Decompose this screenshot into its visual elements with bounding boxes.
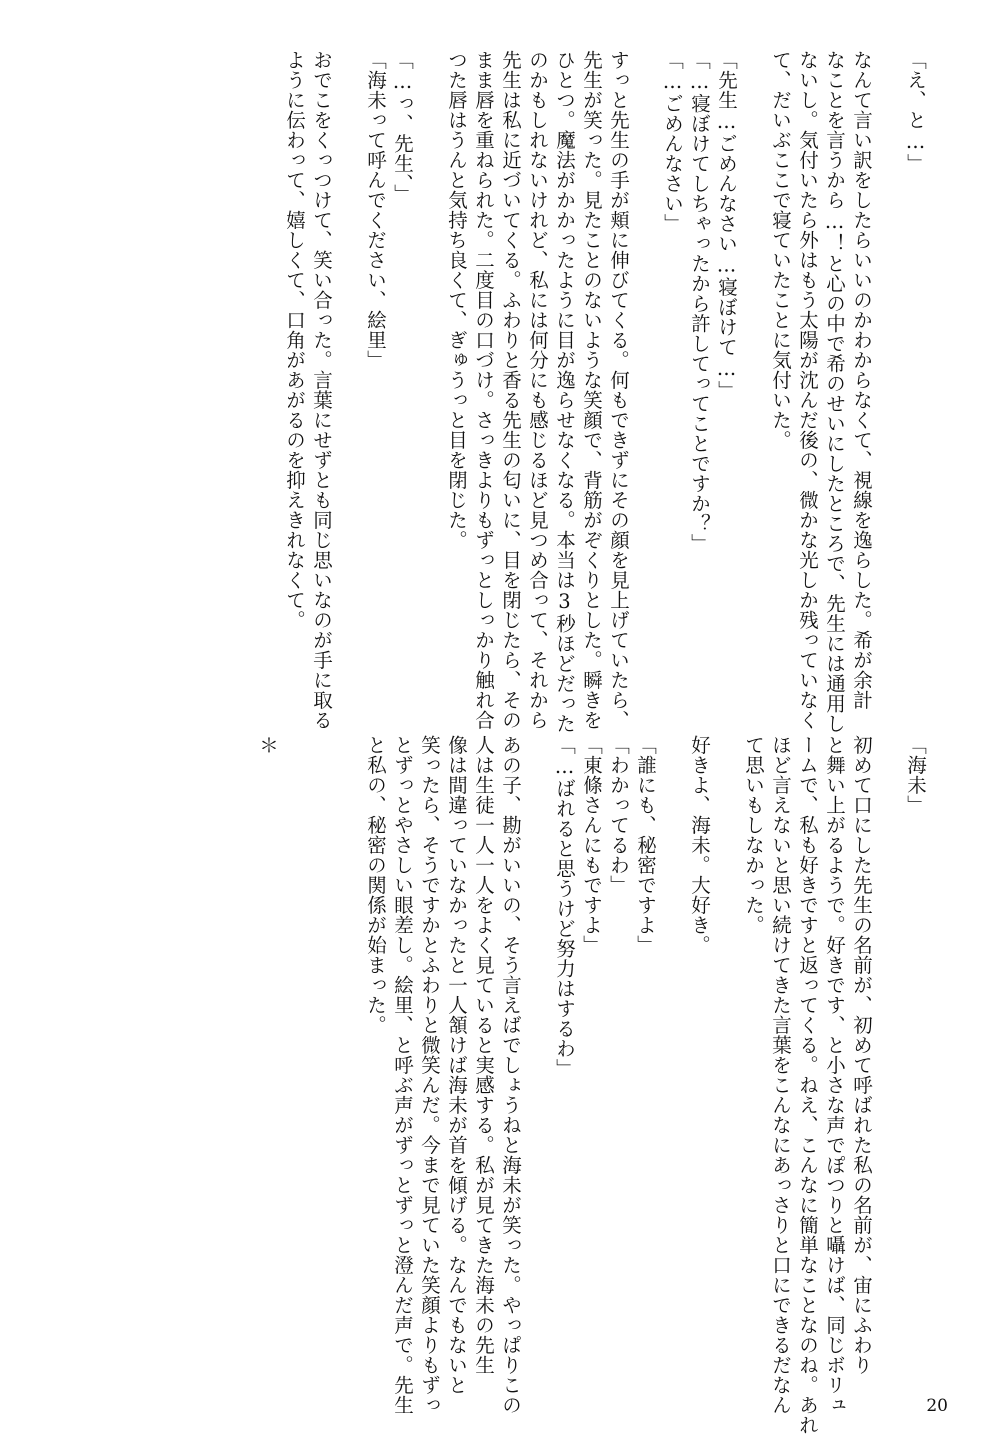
- text-column: なことを言うから…！と心の中で希のせいにしたところで、先生には通用し: [823, 50, 846, 734]
- text-column: あの子、勘がいいの、そう言えばでしょうねと海未が笑った。やっぱりこの: [499, 735, 522, 1415]
- text-column: 「わかってるわ」: [607, 735, 630, 895]
- top-text-block: [280, 50, 928, 734]
- text-column: と私の、秘密の関係が始まった。: [364, 735, 387, 1035]
- text-column: 「…ばれると思うけど努力はするわ」: [553, 735, 576, 1079]
- page-number: 20: [926, 1396, 948, 1416]
- text-column: ＊: [256, 735, 279, 755]
- text-column: ないし。気付いたら外はもう太陽が沈んだ後の、微かな光しか残っていなく: [796, 50, 819, 730]
- text-column: 先生は私に近づいてくる。ふわりと香る先生の匂いに、目を閉じたら、その: [499, 50, 522, 730]
- text-column: 「…寝ぼけてしちゃったから許してってことですか？」: [688, 50, 711, 554]
- text-column: 人は生徒一人一人をよく見ていると実感する。私が見てきた海未の先生: [472, 735, 495, 1375]
- text-column: ひとつ。魔法がかかったように目が逸らせなくなる。本当は3秒ほどだった: [553, 50, 576, 734]
- text-column: 「海未って呼んでください、絵里」: [364, 50, 387, 370]
- text-column: 「先生…ごめんなさい…寝ぼけて…」: [715, 50, 738, 401]
- text-column: おでこをくっつけて、笑い合った。言葉にせずとも同じ思いなのが手に取る: [310, 50, 333, 730]
- text-column: つた唇はうんと気持ち良くて、ぎゅうっと目を閉じた。: [445, 50, 468, 550]
- text-column: すっと先生の手が頬に伸びてくる。何もできずにその顔を見上げていたら、: [607, 50, 630, 730]
- text-column: 先生が笑った。見たことのないような笑顔で、背筋がぞくりとした。瞬きを: [580, 50, 603, 730]
- text-column: て思いもしなかった。: [742, 735, 765, 935]
- text-column: とずっとやさしい眼差し。絵里、と呼ぶ声がずっとずっと澄んだ声で。先生: [391, 735, 414, 1415]
- text-column: のかもしれないけれど、私には何分にも感じるほど見つめ合って、それから: [526, 50, 549, 730]
- text-column: 笑ったら、そうですかとふわりと微笑んだ。今まで見ていた笑顔よりもずっ: [418, 735, 441, 1415]
- text-column: ほど言えないと思い続けてきた言葉をこんなにあっさりと口にできるだなん: [769, 735, 792, 1415]
- text-column: 初めて口にした先生の名前が、初めて呼ばれた私の名前が、宙にふわり: [850, 735, 873, 1375]
- text-column: ームで、私も好きですと返ってくる。ねえ、こんなに簡単なことなのね。あれ: [796, 735, 819, 1435]
- text-column: 「東條さんにもですよ」: [580, 735, 603, 955]
- text-column: と舞い上がるようで。好きです、と小さな声でぽつりと囁けば、同じボリュ: [823, 735, 846, 1415]
- text-column: まま唇を重ねられた。二度目の口づけ。さっきよりもずっとしっかり触れ合: [472, 50, 495, 730]
- bottom-text-block: [253, 735, 928, 1435]
- text-column: 「海未」: [904, 735, 927, 815]
- text-column: なんて言い訳をしたらいいのかわからなくて、視線を逸らした。希が余計: [850, 50, 873, 710]
- text-column: 「…ごめんなさい」: [661, 50, 684, 234]
- text-column: 像は間違っていなかったと一人頷けば海未が首を傾げる。なんでもないと: [445, 735, 468, 1395]
- text-column: て、だいぶここで寝ていたことに気付いた。: [769, 50, 792, 450]
- text-column: ように伝わって、嬉しくて、口角があがるのを抑えきれなくて。: [283, 50, 306, 630]
- text-column: 「…っ、先生、」: [391, 50, 414, 204]
- text-column: 「え、と…」: [904, 50, 927, 174]
- text-column: 「誰にも、秘密ですよ」: [634, 735, 657, 955]
- text-column: 好きよ、海未。大好き。: [688, 735, 711, 955]
